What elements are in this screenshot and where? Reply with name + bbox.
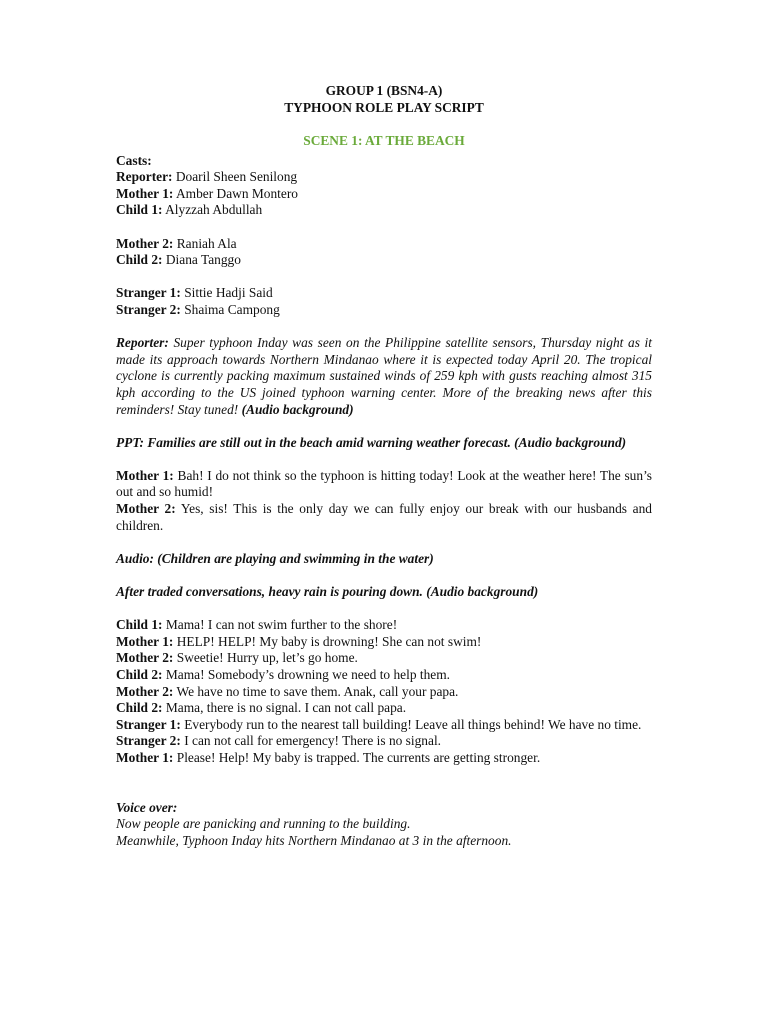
script-line <box>116 501 652 534</box>
dialogue-block-1 <box>116 468 652 534</box>
casts-label: Casts: <box>116 152 152 168</box>
script-line <box>116 650 652 667</box>
script-line <box>116 169 652 186</box>
line-text: Everybody run to the nearest tall building! Leave all things behind! We have no time. <box>184 716 642 732</box>
line-text: Please! Help! My baby is trapped. The currents are getting stronger. <box>176 749 541 765</box>
reporter-cue: (Audio background) <box>241 401 354 417</box>
line-text: Alyzzah Abdullah <box>165 202 263 218</box>
role-label: Reporter: <box>116 169 173 185</box>
line-text: Mama, there is no signal. I can not call papa. <box>165 700 407 716</box>
line-text: Mama! Somebody’s drowning we need to help them. <box>165 667 451 682</box>
ppt-line: PPT: Families are still out in the beach amid warning weather forecast. (Audio background) <box>116 434 627 450</box>
line-text: Yes, sis! This is the only day we can fully enjoy our break with our husbands and children. <box>116 501 652 533</box>
line-text: Doaril Sheen Senilong <box>175 169 298 185</box>
voice-over-label: Voice over: <box>116 799 178 815</box>
role-label: Mother 2: <box>116 501 176 517</box>
role-label: Stranger 1: <box>116 716 181 732</box>
document-title-line1: GROUP 1 (BSN4-A) <box>325 83 443 98</box>
line-text: HELP! HELP! My baby is drowning! She can not swim! <box>176 633 482 649</box>
line-text: Sittie Hadji Said <box>184 285 273 301</box>
script-line <box>116 285 652 302</box>
role-label: Child 1: <box>116 617 163 633</box>
line-text: Mama! I can not swim further to the shore! <box>165 617 398 633</box>
reporter-role: Reporter: <box>116 335 169 351</box>
cast-list-3 <box>116 285 652 318</box>
role-label: Mother 2: <box>116 235 174 251</box>
document-title-line2: TYPHOON ROLE PLAY SCRIPT <box>284 100 484 115</box>
script-line <box>116 684 652 701</box>
script-line <box>116 700 652 717</box>
line-text: Raniah Ala <box>176 235 237 251</box>
script-line <box>116 634 652 651</box>
line-text: I can not call for emergency! There is no signal. <box>184 733 442 749</box>
line-text: Bah! I do not think so the typhoon is hitting today! Look at the weather here! The sun’s out and so humid! <box>116 467 652 500</box>
scene-title: SCENE 1: AT THE BEACH <box>303 133 465 148</box>
script-line <box>116 733 652 750</box>
line-text: Sweetie! Hurry up, let’s go home. <box>176 650 358 666</box>
role-label: Stranger 2: <box>116 301 181 317</box>
script-line <box>116 202 652 219</box>
role-label: Stranger 2: <box>116 733 181 749</box>
audio-line: Audio: (Children are playing and swimming in the water) <box>116 550 434 566</box>
rain-line: After traded conversations, heavy rain is pouring down. (Audio background) <box>116 584 539 600</box>
line-text: We have no time to save them. Anak, call your papa. <box>176 683 459 699</box>
script-line <box>116 667 652 684</box>
line-text: Shaima Campong <box>184 301 280 317</box>
voice-over-line: Meanwhile, Typhoon Inday hits Northern Mindanao at 3 in the afternoon. <box>116 832 512 848</box>
script-line <box>116 468 652 501</box>
role-label: Child 1: <box>116 202 163 218</box>
role-label: Mother 2: <box>116 650 174 666</box>
role-label: Mother 1: <box>116 467 174 483</box>
script-line <box>116 750 652 767</box>
voice-over-line: Now people are panicking and running to the building. <box>116 816 411 832</box>
cast-list-2 <box>116 236 652 269</box>
script-line <box>116 717 652 734</box>
dialogue-block-2 <box>116 617 652 766</box>
cast-list-1 <box>116 169 652 219</box>
script-line <box>116 302 652 319</box>
role-label: Mother 1: <box>116 185 174 201</box>
role-label: Stranger 1: <box>116 285 181 301</box>
role-label: Child 2: <box>116 700 163 716</box>
line-text: Diana Tanggo <box>165 252 241 268</box>
reporter-text: Super typhoon Inday was seen on the Philippine satellite sensors, Thursday night as it made its approach towards Northern Mindanao where it is expected today April 20. The tropical cyclone is currently packing maximum sustained winds of 259 kph with gusts reaching almost 315 kph according to the US joined typhoon warning center. More of the breaking news after this reminders! Stay tuned! <box>116 335 652 417</box>
line-text: Amber Dawn Montero <box>176 185 298 201</box>
script-line <box>116 236 652 253</box>
script-line <box>116 252 652 269</box>
role-label: Mother 1: <box>116 749 174 765</box>
role-label: Child 2: <box>116 252 163 268</box>
role-label: Child 2: <box>116 667 163 682</box>
role-label: Mother 2: <box>116 683 174 699</box>
role-label: Mother 1: <box>116 633 174 649</box>
script-line <box>116 186 652 203</box>
script-line <box>116 617 652 634</box>
reporter-paragraph <box>116 335 652 418</box>
